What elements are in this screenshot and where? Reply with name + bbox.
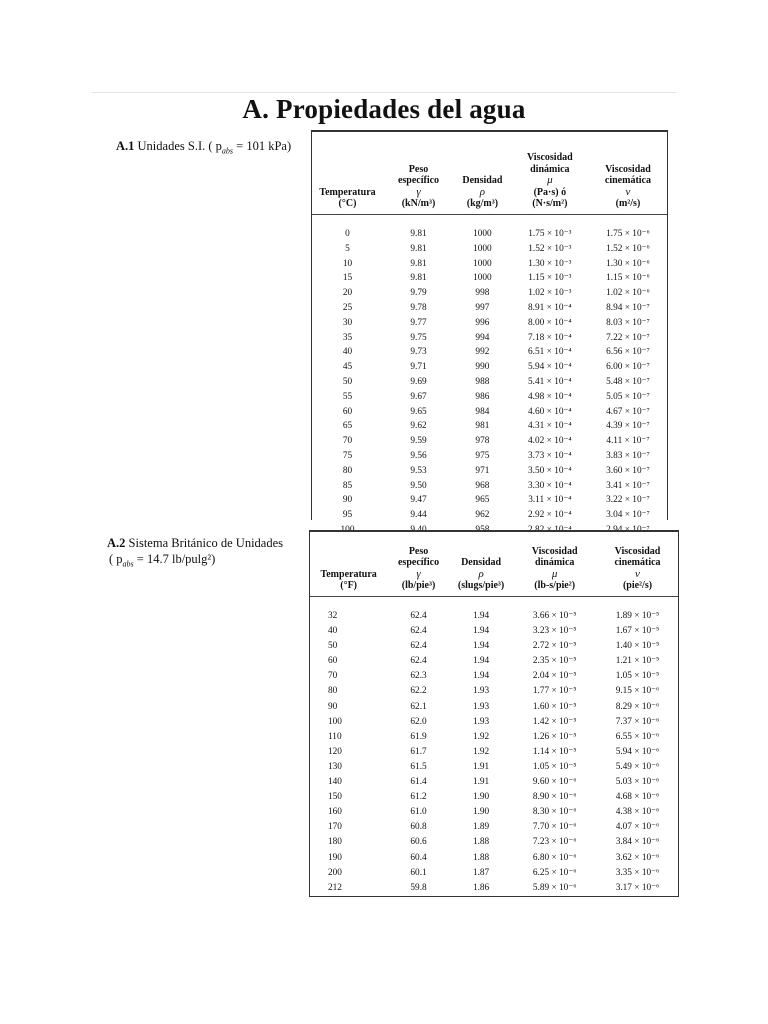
cell-viscosidad-dinamica: 4.98 × 10⁻⁴ <box>528 391 572 402</box>
cell-temperature: 20 <box>342 288 353 299</box>
table-row <box>312 271 667 286</box>
cell-peso-especifico: 9.67 <box>410 391 427 402</box>
cell-viscosidad-dinamica: 2.72 × 10⁻⁵ <box>532 641 577 652</box>
cell-peso-especifico: 9.44 <box>410 510 427 521</box>
cell-densidad: 992 <box>475 347 490 358</box>
table-row <box>312 360 667 375</box>
cell-temperature: 95 <box>342 510 353 521</box>
cell-peso-especifico: 62.4 <box>410 656 427 667</box>
cell-temperature: 30 <box>342 317 353 328</box>
cell-temperature: 25 <box>342 302 353 313</box>
cell-temperature: 60 <box>328 656 338 667</box>
cell-peso-especifico: 9.79 <box>410 288 427 299</box>
table-a2 <box>309 530 679 897</box>
cell-temperature: 60 <box>342 406 353 417</box>
cell-viscosidad-cinematica: 5.94 × 10⁻⁶ <box>615 746 660 757</box>
cell-viscosidad-dinamica: 6.80 × 10⁻⁶ <box>532 852 577 863</box>
col-peso <box>387 532 450 592</box>
cell-peso-especifico: 60.8 <box>410 822 427 833</box>
cell-temperature: 120 <box>328 746 342 757</box>
col-viscosidad-cinematica <box>589 132 667 210</box>
cell-viscosidad-cinematica: 4.68 × 10⁻⁶ <box>615 792 660 803</box>
dens-header-label: Densidad <box>461 557 502 569</box>
cell-viscosidad-cinematica: 1.67 × 10⁻⁵ <box>615 626 660 637</box>
cell-temperature: 190 <box>328 852 342 863</box>
cell-peso-especifico: 9.62 <box>410 421 427 432</box>
cell-peso-especifico: 9.69 <box>410 376 427 387</box>
cell-viscosidad-dinamica: 3.11 × 10⁻⁴ <box>528 495 572 506</box>
cell-viscosidad-cinematica: 3.60 × 10⁻⁷ <box>606 465 650 476</box>
visc-cin-header-symbol: ν <box>635 567 640 580</box>
col-viscosidad-dinamica <box>512 532 597 592</box>
table-row <box>312 242 667 257</box>
cell-peso-especifico: 62.4 <box>410 641 427 652</box>
cell-temperature: 15 <box>342 273 353 284</box>
cell-densidad: 1000 <box>473 273 492 284</box>
table-a1-pressure-open: ( p <box>208 139 222 153</box>
cell-densidad: 1.93 <box>472 701 490 712</box>
cell-densidad: 1.92 <box>472 731 490 742</box>
temp-header-unit: (°C) <box>338 198 357 210</box>
table-row <box>312 331 667 346</box>
cell-densidad: 978 <box>475 436 490 447</box>
cell-viscosidad-cinematica: 1.75 × 10⁻⁶ <box>606 229 650 239</box>
cell-densidad: 1.93 <box>472 716 490 727</box>
cell-viscosidad-dinamica: 1.14 × 10⁻⁵ <box>532 746 577 757</box>
cell-densidad: 975 <box>475 450 490 461</box>
cell-peso-especifico: 9.59 <box>410 436 427 447</box>
table-row <box>310 624 678 639</box>
temp-header-label: Temperatura <box>319 186 376 198</box>
cell-viscosidad-dinamica: 1.05 × 10⁻⁵ <box>532 761 577 772</box>
cell-peso-especifico: 9.81 <box>410 229 427 239</box>
col-viscosidad-dinamica <box>511 132 589 210</box>
table-row <box>312 449 667 464</box>
cell-densidad: 1000 <box>473 243 492 254</box>
cell-viscosidad-dinamica: 2.04 × 10⁻⁵ <box>532 671 577 682</box>
cell-temperature: 212 <box>328 882 342 893</box>
cell-temperature: 180 <box>328 837 342 848</box>
cell-densidad: 962 <box>475 510 490 521</box>
cell-viscosidad-dinamica: 3.30 × 10⁻⁴ <box>528 480 572 491</box>
cell-temperature: 160 <box>328 807 342 818</box>
col-peso <box>383 132 454 210</box>
table-a2-caption <box>107 535 283 573</box>
dens-header-unit: (slugs/pie³) <box>457 580 505 592</box>
table-a1-body <box>312 215 667 538</box>
table-a1 <box>311 130 668 520</box>
cell-peso-especifico: 9.81 <box>410 258 427 269</box>
cell-temperature: 35 <box>342 332 353 343</box>
table-row <box>312 419 667 434</box>
visc-cin-header-label: Viscosidad <box>605 163 651 175</box>
cell-peso-especifico: 62.4 <box>410 611 427 621</box>
table-a2-caption-text: Sistema Británico de Unidades <box>128 536 284 550</box>
table-row <box>310 730 678 745</box>
table-row <box>312 286 667 301</box>
peso-header-symbol: γ <box>416 185 421 198</box>
cell-peso-especifico: 61.7 <box>410 746 427 757</box>
cell-peso-especifico: 9.53 <box>410 465 427 476</box>
table-row <box>310 715 678 730</box>
cell-temperature: 75 <box>342 450 353 461</box>
peso-header-label: Peso <box>408 163 429 175</box>
table-a2-pressure-sub: abs <box>122 559 134 569</box>
cell-viscosidad-cinematica: 5.03 × 10⁻⁶ <box>615 777 660 788</box>
cell-densidad: 1.94 <box>472 641 490 652</box>
table-a1-caption-text: Unidades S.I. <box>137 139 206 153</box>
cell-peso-especifico: 59.8 <box>410 882 427 893</box>
table-row <box>312 479 667 494</box>
cell-peso-especifico: 62.1 <box>410 701 427 712</box>
table-row <box>312 434 667 449</box>
cell-temperature: 80 <box>328 686 338 697</box>
cell-viscosidad-cinematica: 8.03 × 10⁻⁷ <box>606 317 650 328</box>
table-row <box>310 866 678 881</box>
visc-din-header-label: Viscosidad <box>526 152 573 164</box>
cell-viscosidad-dinamica: 3.66 × 10⁻⁵ <box>532 611 577 621</box>
table-row <box>310 790 678 805</box>
cell-peso-especifico: 9.56 <box>410 450 427 461</box>
cell-viscosidad-cinematica: 4.39 × 10⁻⁷ <box>606 421 650 432</box>
cell-densidad: 1.86 <box>472 882 490 893</box>
cell-densidad: 998 <box>475 288 490 299</box>
cell-viscosidad-dinamica: 5.89 × 10⁻⁶ <box>532 882 577 893</box>
cell-temperature: 90 <box>342 495 353 506</box>
cell-viscosidad-cinematica: 3.41 × 10⁻⁷ <box>606 480 650 491</box>
table-a2-number: A.2 <box>107 536 126 550</box>
cell-peso-especifico: 60.4 <box>410 852 427 863</box>
cell-temperature: 80 <box>342 465 353 476</box>
cell-densidad: 1.91 <box>472 761 490 772</box>
cell-temperature: 170 <box>328 822 342 833</box>
cell-temperature: 55 <box>342 391 353 402</box>
peso-header-unit: (kN/m³) <box>401 198 436 210</box>
peso-header-unit: (lb/pie³) <box>401 580 436 592</box>
cell-peso-especifico: 61.2 <box>410 792 427 803</box>
table-row <box>310 851 678 866</box>
cell-viscosidad-cinematica: 3.17 × 10⁻⁶ <box>615 882 660 893</box>
table-a2-pressure-value: = 14.7 lb/pulg²) <box>136 552 216 566</box>
cell-viscosidad-dinamica: 1.15 × 10⁻³ <box>528 273 572 284</box>
table-row <box>312 215 667 242</box>
table-a1-number: A.1 <box>116 139 135 153</box>
cell-temperature: 32 <box>328 611 338 621</box>
cell-viscosidad-dinamica: 8.90 × 10⁻⁶ <box>532 792 577 803</box>
cell-viscosidad-cinematica: 1.52 × 10⁻⁶ <box>606 243 650 254</box>
cell-peso-especifico: 9.65 <box>410 406 427 417</box>
table-row <box>310 597 678 625</box>
cell-densidad: 1.88 <box>472 837 490 848</box>
cell-viscosidad-cinematica: 3.35 × 10⁻⁶ <box>615 867 660 878</box>
cell-viscosidad-dinamica: 9.60 × 10⁻⁶ <box>532 777 577 788</box>
cell-temperature: 50 <box>342 376 353 387</box>
cell-temperature: 70 <box>342 436 353 447</box>
cell-peso-especifico: 61.5 <box>410 761 427 772</box>
cell-viscosidad-cinematica: 3.84 × 10⁻⁶ <box>615 837 660 848</box>
table-row <box>312 390 667 405</box>
cell-densidad: 1.89 <box>472 822 490 833</box>
cell-peso-especifico: 9.81 <box>410 273 427 284</box>
visc-cin-header-label2: cinemática <box>604 175 651 187</box>
cell-viscosidad-dinamica: 3.23 × 10⁻⁵ <box>532 626 577 637</box>
visc-din-header-unit2: (N·s/m²) <box>532 198 568 210</box>
cell-temperature: 40 <box>328 626 338 637</box>
cell-viscosidad-dinamica: 1.75 × 10⁻³ <box>528 229 572 239</box>
cell-viscosidad-cinematica: 3.83 × 10⁻⁷ <box>606 450 650 461</box>
cell-viscosidad-dinamica: 8.30 × 10⁻⁶ <box>532 807 577 818</box>
table-row <box>310 669 678 684</box>
cell-densidad: 968 <box>475 480 490 491</box>
table-row <box>310 745 678 760</box>
cell-viscosidad-cinematica: 1.21 × 10⁻⁵ <box>615 656 660 667</box>
cell-densidad: 1.94 <box>472 611 490 621</box>
col-temperature <box>310 532 387 592</box>
cell-viscosidad-dinamica: 6.25 × 10⁻⁶ <box>532 867 577 878</box>
cell-viscosidad-cinematica: 4.07 × 10⁻⁶ <box>615 822 660 833</box>
cell-densidad: 1.94 <box>472 656 490 667</box>
cell-viscosidad-dinamica: 4.02 × 10⁻⁴ <box>528 436 572 447</box>
cell-viscosidad-dinamica: 1.60 × 10⁻⁵ <box>532 701 577 712</box>
cell-viscosidad-cinematica: 4.38 × 10⁻⁶ <box>615 807 660 818</box>
visc-cin-header-label2: cinemática <box>614 557 661 569</box>
visc-din-header-symbol: μ <box>551 567 558 580</box>
table-row <box>310 881 678 896</box>
col-viscosidad-cinematica <box>597 532 678 592</box>
table-row <box>312 316 667 331</box>
cell-temperature: 130 <box>328 761 342 772</box>
cell-viscosidad-cinematica: 6.55 × 10⁻⁶ <box>615 731 660 742</box>
cell-viscosidad-dinamica: 6.51 × 10⁻⁴ <box>528 347 572 358</box>
cell-densidad: 1.92 <box>472 746 490 757</box>
cell-peso-especifico: 62.3 <box>410 671 427 682</box>
cell-viscosidad-dinamica: 8.00 × 10⁻⁴ <box>528 317 572 328</box>
cell-temperature: 5 <box>345 243 350 254</box>
cell-viscosidad-dinamica: 5.94 × 10⁻⁴ <box>528 362 572 373</box>
cell-densidad: 1.88 <box>472 852 490 863</box>
cell-densidad: 965 <box>475 495 490 506</box>
cell-viscosidad-dinamica: 2.35 × 10⁻⁵ <box>532 656 577 667</box>
cell-densidad: 1000 <box>473 258 492 269</box>
cell-temperature: 150 <box>328 792 342 803</box>
cell-viscosidad-cinematica: 3.22 × 10⁻⁷ <box>606 495 650 506</box>
visc-cin-header-symbol: ν <box>625 185 631 198</box>
cell-temperature: 50 <box>328 641 338 652</box>
cell-densidad: 1.93 <box>472 686 490 697</box>
cell-densidad: 986 <box>475 391 490 402</box>
cell-temperature: 0 <box>345 229 350 239</box>
cell-peso-especifico: 9.47 <box>410 495 427 506</box>
cell-temperature: 85 <box>342 480 353 491</box>
cell-viscosidad-dinamica: 1.42 × 10⁻⁵ <box>532 716 577 727</box>
cell-viscosidad-cinematica: 3.62 × 10⁻⁶ <box>615 852 660 863</box>
visc-din-header-symbol: μ <box>547 174 553 187</box>
cell-peso-especifico: 9.81 <box>410 243 427 254</box>
cell-viscosidad-dinamica: 3.50 × 10⁻⁴ <box>528 465 572 476</box>
table-row <box>312 405 667 420</box>
visc-din-header-unit1: (Pa·s) ó <box>533 186 567 198</box>
cell-viscosidad-dinamica: 1.02 × 10⁻³ <box>528 288 572 299</box>
cell-viscosidad-dinamica: 7.23 × 10⁻⁶ <box>532 837 577 848</box>
table-a1-caption <box>116 138 291 160</box>
table-row <box>310 639 678 654</box>
col-densidad <box>454 132 511 210</box>
cell-peso-especifico: 60.6 <box>410 837 427 848</box>
cell-viscosidad-dinamica: 5.41 × 10⁻⁴ <box>528 376 572 387</box>
col-densidad <box>450 532 513 592</box>
cell-viscosidad-dinamica: 1.77 × 10⁻⁵ <box>532 686 577 697</box>
table-row <box>310 835 678 850</box>
cell-viscosidad-cinematica: 5.49 × 10⁻⁶ <box>615 761 660 772</box>
cell-viscosidad-dinamica: 7.18 × 10⁻⁴ <box>528 332 572 343</box>
table-row <box>310 654 678 669</box>
cell-temperature: 45 <box>342 362 353 373</box>
temp-header-unit: (°F) <box>340 580 358 592</box>
cell-temperature: 65 <box>342 421 353 432</box>
table-row <box>312 375 667 390</box>
table-row <box>312 493 667 508</box>
cell-viscosidad-cinematica: 1.89 × 10⁻⁵ <box>615 611 660 621</box>
cell-densidad: 971 <box>475 465 490 476</box>
cell-viscosidad-cinematica: 7.22 × 10⁻⁷ <box>606 332 650 343</box>
visc-din-header-unit: (lb-s/pie²) <box>534 580 576 592</box>
temp-header-label: Temperatura <box>320 568 377 580</box>
cell-peso-especifico: 61.4 <box>410 777 427 788</box>
table-a2-body <box>310 597 678 896</box>
table-row <box>310 805 678 820</box>
cell-viscosidad-cinematica: 1.02 × 10⁻⁶ <box>606 288 650 299</box>
cell-temperature: 200 <box>328 867 342 878</box>
cell-peso-especifico: 60.1 <box>410 867 427 878</box>
dens-header-symbol: ρ <box>478 567 484 580</box>
cell-densidad: 1000 <box>473 229 492 239</box>
peso-header-label2: específico <box>397 557 440 569</box>
visc-din-header-label: Viscosidad <box>531 545 578 557</box>
cell-densidad: 1.90 <box>472 807 490 818</box>
cell-densidad: 1.87 <box>472 867 490 878</box>
cell-densidad: 994 <box>475 332 490 343</box>
table-row <box>312 464 667 479</box>
cell-densidad: 988 <box>475 376 490 387</box>
visc-din-header-label2: dinámica <box>534 557 575 569</box>
cell-densidad: 1.94 <box>472 626 490 637</box>
cell-viscosidad-cinematica: 7.37 × 10⁻⁶ <box>615 716 660 727</box>
cell-densidad: 1.91 <box>472 777 490 788</box>
visc-cin-header-unit: (m²/s) <box>615 198 641 210</box>
cell-densidad: 990 <box>475 362 490 373</box>
cell-peso-especifico: 9.71 <box>410 362 427 373</box>
peso-header-symbol: γ <box>416 567 421 580</box>
cell-densidad: 997 <box>475 302 490 313</box>
cell-peso-especifico: 62.4 <box>410 626 427 637</box>
cell-viscosidad-cinematica: 4.67 × 10⁻⁷ <box>606 406 650 417</box>
cell-densidad: 996 <box>475 317 490 328</box>
cell-temperature: 110 <box>328 731 342 742</box>
cell-densidad: 1.90 <box>472 792 490 803</box>
table-a1-pressure-value: = 101 kPa) <box>236 139 292 153</box>
cell-peso-especifico: 9.50 <box>410 480 427 491</box>
cell-viscosidad-dinamica: 7.70 × 10⁻⁶ <box>532 822 577 833</box>
cell-temperature: 70 <box>328 671 338 682</box>
cell-viscosidad-cinematica: 3.04 × 10⁻⁷ <box>606 510 650 521</box>
cell-viscosidad-dinamica: 8.91 × 10⁻⁴ <box>528 302 572 313</box>
cell-viscosidad-dinamica: 1.26 × 10⁻⁵ <box>532 731 577 742</box>
table-row <box>312 345 667 360</box>
table-row <box>310 760 678 775</box>
cell-viscosidad-dinamica: 3.73 × 10⁻⁴ <box>528 450 572 461</box>
cell-densidad: 1.94 <box>472 671 490 682</box>
cell-temperature: 100 <box>328 716 342 727</box>
cell-viscosidad-cinematica: 1.05 × 10⁻⁵ <box>615 671 660 682</box>
cell-densidad: 984 <box>475 406 490 417</box>
cell-viscosidad-cinematica: 5.05 × 10⁻⁷ <box>606 391 650 402</box>
cell-viscosidad-cinematica: 6.56 × 10⁻⁷ <box>606 347 650 358</box>
cell-viscosidad-dinamica: 1.52 × 10⁻³ <box>528 243 572 254</box>
peso-header-label2: específico <box>397 175 440 187</box>
cell-peso-especifico: 9.75 <box>410 332 427 343</box>
cell-peso-especifico: 61.9 <box>410 731 427 742</box>
cell-peso-especifico: 9.73 <box>410 347 427 358</box>
page-title: A. Propiedades del agua <box>242 94 526 124</box>
cell-temperature: 140 <box>328 777 342 788</box>
table-row <box>312 301 667 316</box>
cell-densidad: 981 <box>475 421 490 432</box>
cell-temperature: 10 <box>342 258 353 269</box>
cell-viscosidad-cinematica: 6.00 × 10⁻⁷ <box>606 362 650 373</box>
cell-peso-especifico: 61.0 <box>410 807 427 818</box>
cell-viscosidad-dinamica: 1.30 × 10⁻³ <box>528 258 572 269</box>
cell-viscosidad-cinematica: 4.11 × 10⁻⁷ <box>606 436 650 447</box>
visc-din-header-label2: dinámica <box>530 163 570 175</box>
cell-viscosidad-cinematica: 8.29 × 10⁻⁶ <box>615 701 660 712</box>
table-row <box>310 684 678 699</box>
cell-viscosidad-cinematica: 1.40 × 10⁻⁵ <box>615 641 660 652</box>
cell-viscosidad-cinematica: 9.15 × 10⁻⁶ <box>615 686 660 697</box>
cell-viscosidad-dinamica: 2.92 × 10⁻⁴ <box>528 510 572 521</box>
table-row <box>312 257 667 272</box>
table-a1-pressure-sub: abs <box>221 146 234 156</box>
cell-viscosidad-dinamica: 4.60 × 10⁻⁴ <box>528 406 572 417</box>
cell-temperature: 90 <box>328 701 338 712</box>
cell-peso-especifico: 62.2 <box>410 686 427 697</box>
cell-peso-especifico: 9.77 <box>410 317 427 328</box>
visc-cin-header-unit: (pie²/s) <box>622 580 653 592</box>
dens-header-symbol: ρ <box>479 185 486 198</box>
cell-viscosidad-cinematica: 1.30 × 10⁻⁶ <box>606 258 650 269</box>
cell-viscosidad-dinamica: 4.31 × 10⁻⁴ <box>528 421 572 432</box>
peso-header-label: Peso <box>408 545 429 557</box>
col-temperature <box>312 132 383 210</box>
table-row <box>310 775 678 790</box>
cell-viscosidad-cinematica: 5.48 × 10⁻⁷ <box>606 376 650 387</box>
cell-temperature: 40 <box>342 347 353 358</box>
table-a2-pressure-open: ( p <box>109 552 123 566</box>
cell-viscosidad-cinematica: 8.94 × 10⁻⁷ <box>606 302 650 313</box>
cell-peso-especifico: 9.78 <box>410 302 427 313</box>
cell-viscosidad-cinematica: 1.15 × 10⁻⁶ <box>606 273 650 284</box>
visc-cin-header-label: Viscosidad <box>614 545 661 557</box>
table-row <box>312 508 667 523</box>
table-row <box>310 700 678 715</box>
dens-header-label: Densidad <box>462 175 503 187</box>
table-row <box>310 820 678 835</box>
cell-peso-especifico: 62.0 <box>410 716 427 727</box>
dens-header-unit: (kg/m³) <box>466 198 499 210</box>
